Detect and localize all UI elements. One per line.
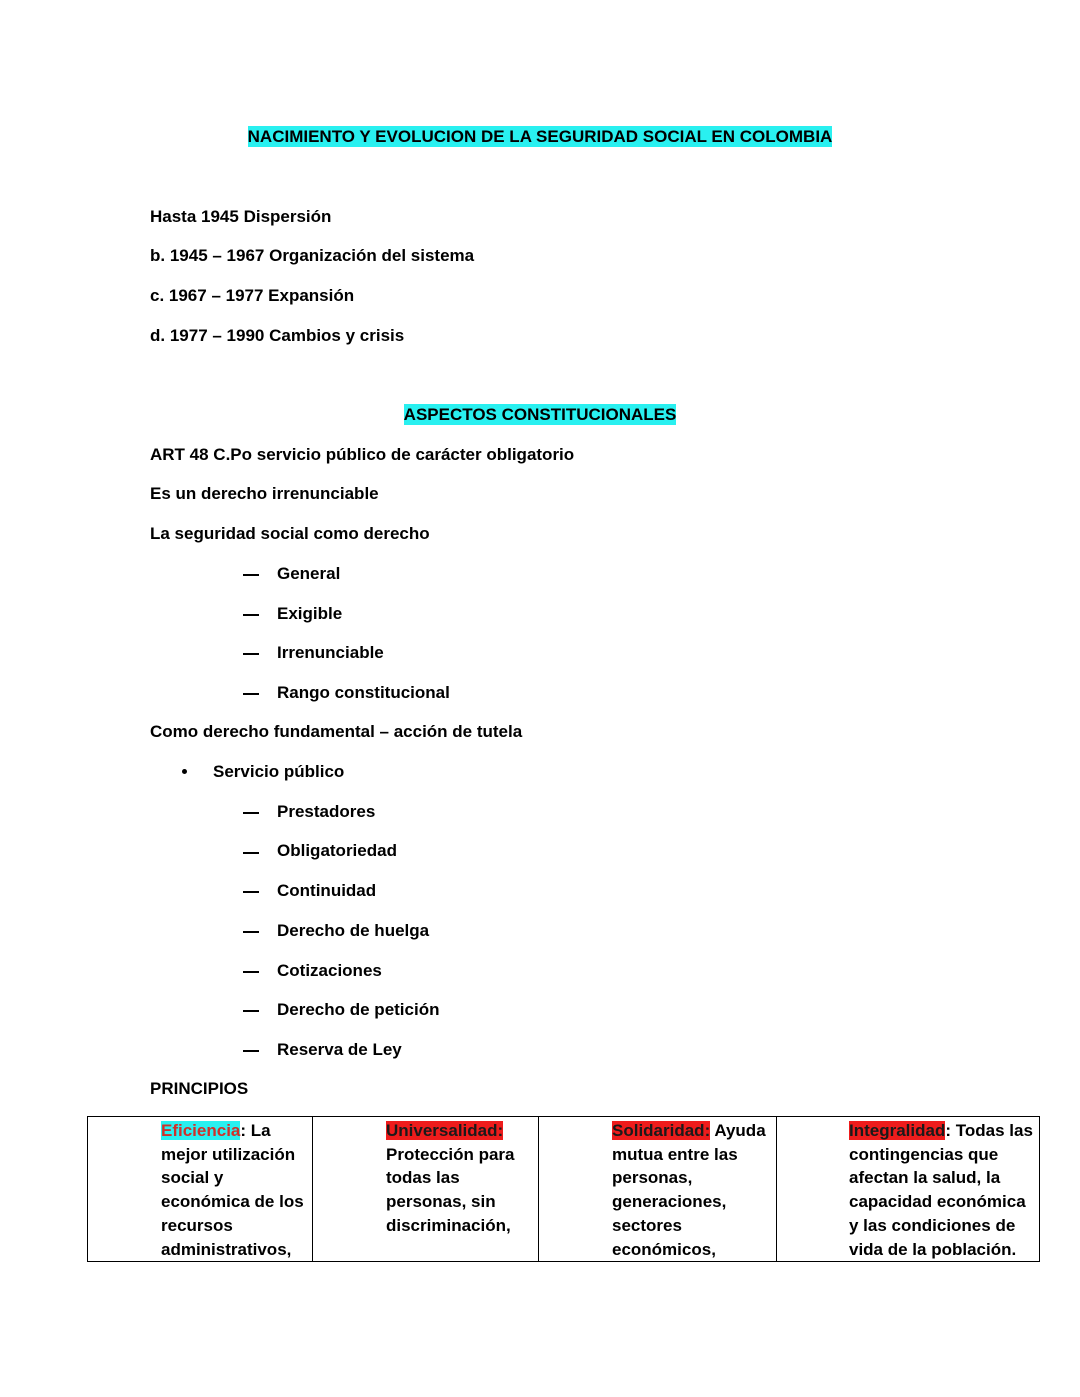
principio-cell-universalidad	[313, 1117, 539, 1262]
dash-bullet	[243, 891, 259, 893]
servicio-item: Obligatoriedad	[277, 841, 397, 860]
dash-bullet	[243, 971, 259, 973]
servicio-item: Prestadores	[277, 802, 376, 821]
servicio-publico-label: Servicio público	[213, 762, 345, 781]
dash-bullet	[243, 614, 259, 616]
derecho-item: Irrenunciable	[277, 643, 384, 662]
dash-bullet	[243, 653, 259, 655]
period-item: Hasta 1945 Dispersión	[150, 207, 332, 226]
section-title: ASPECTOS CONSTITUCIONALES	[403, 405, 677, 424]
principio-description: : La mejor utilización social y económica de los recursos administrativos,	[161, 1121, 304, 1259]
dash-bullet	[243, 1010, 259, 1012]
round-bullet	[182, 769, 187, 774]
art48-line: ART 48 C.Po servicio público de carácter obligatorio	[150, 445, 575, 464]
servicio-item: Derecho de huelga	[277, 921, 430, 940]
dash-bullet	[243, 574, 259, 576]
principio-term: Solidaridad:	[612, 1121, 711, 1140]
period-item: b. 1945 – 1967 Organización del sistema	[150, 246, 475, 265]
principio-description: Ayuda mutua entre las personas, generaciones, sectores económicos,	[612, 1121, 766, 1259]
page-title-row	[0, 126, 1080, 148]
dash-bullet	[243, 852, 259, 854]
dash-bullet	[243, 812, 259, 814]
servicio-item: Cotizaciones	[277, 961, 382, 980]
principio-term: Eficiencia	[161, 1121, 241, 1140]
principio-cell-solidaridad	[539, 1117, 777, 1262]
dash-bullet	[243, 693, 259, 695]
principios-table	[87, 1116, 1040, 1262]
section-title-row	[0, 404, 1080, 426]
period-item: c. 1967 – 1977 Expansión	[150, 286, 355, 305]
principio-cell-eficiencia	[88, 1117, 313, 1262]
servicio-item: Reserva de Ley	[277, 1040, 402, 1059]
principios-label: PRINCIPIOS	[150, 1079, 249, 1098]
fundamental-line: Como derecho fundamental – acción de tutela	[150, 722, 523, 741]
derecho-item: Exigible	[277, 604, 343, 623]
como-derecho-line: La seguridad social como derecho	[150, 524, 430, 543]
dash-bullet	[243, 1050, 259, 1052]
derecho-item: Rango constitucional	[277, 683, 450, 702]
dash-bullet	[243, 931, 259, 933]
period-item: d. 1977 – 1990 Cambios y crisis	[150, 326, 405, 345]
servicio-item: Continuidad	[277, 881, 377, 900]
principio-term: Integralidad	[849, 1121, 946, 1140]
principio-cell-integralidad	[777, 1117, 1040, 1262]
principio-term: Universalidad:	[386, 1121, 504, 1140]
page-title: NACIMIENTO Y EVOLUCION DE LA SEGURIDAD SOCIAL EN COLOMBIA	[247, 127, 833, 146]
derecho-irrenunciable-line: Es un derecho irrenunciable	[150, 484, 379, 503]
servicio-item: Derecho de petición	[277, 1000, 440, 1019]
derecho-item: General	[277, 564, 341, 583]
principio-description: : Todas las contingencias que afectan la salud, la capacidad económica y las condiciones de vida de la población.	[849, 1121, 1033, 1259]
principio-description: Protección para todas las personas, sin discriminación,	[386, 1144, 515, 1235]
table-row	[88, 1117, 1040, 1262]
